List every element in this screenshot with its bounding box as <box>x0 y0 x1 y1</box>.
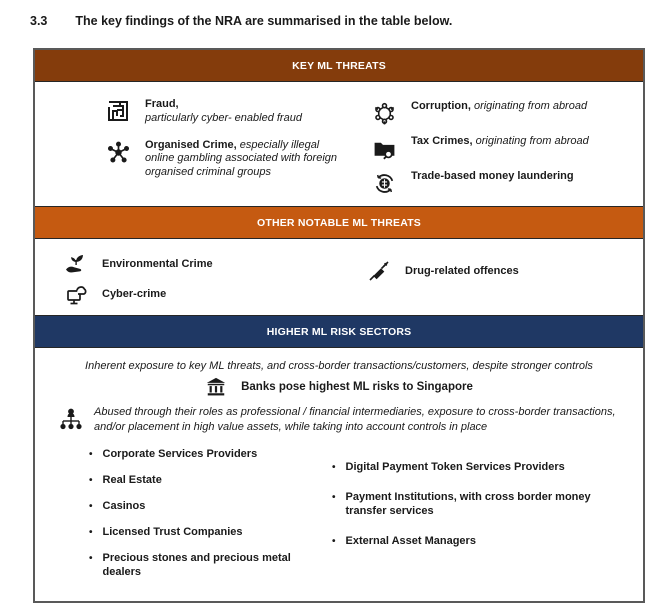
list-item <box>89 473 329 488</box>
list-item <box>89 499 329 514</box>
threat-desc: particularly cyber- enabled fraud <box>145 111 302 124</box>
threat-fraud-text <box>145 98 302 126</box>
threat-organised-crime <box>105 139 343 180</box>
threat-title: Corruption, <box>411 100 471 112</box>
threat-fraud <box>105 98 343 126</box>
other-notable-threats-header-label: OTHER NOTABLE ML THREATS <box>256 216 422 229</box>
sector-label: Payment Institutions, with cross border money transfer services <box>345 490 591 518</box>
threat-label: Cyber-crime <box>102 288 167 300</box>
key-ml-threats-header-label: KEY ML THREATS <box>292 59 386 72</box>
banks-statement: Banks pose highest ML risks to Singapore <box>241 381 473 394</box>
sector-label: Precious stones and precious metal dealers <box>102 551 291 579</box>
bullet-dot: • <box>89 526 93 538</box>
other-threats-left-column <box>35 252 343 307</box>
threat-corruption <box>371 100 637 126</box>
list-item <box>89 525 329 540</box>
nra-summary-table <box>33 48 645 603</box>
sector-label: Real Estate <box>102 473 162 486</box>
sector-label: Casinos <box>102 499 146 512</box>
bullet-dot: • <box>332 461 336 473</box>
bullet-dot: • <box>89 500 93 512</box>
corruption-network-icon <box>371 101 397 126</box>
threat-organised-crime-text <box>145 139 343 180</box>
threat-tax-crimes-text <box>411 135 589 149</box>
bullet-dot: • <box>332 491 336 503</box>
list-item <box>89 551 329 580</box>
inherent-exposure-note: Inherent exposure to key ML threats, and cross-border transactions/customers, despite stronger controls <box>85 360 593 372</box>
drug-syringe-icon <box>365 258 392 284</box>
sector-label: Licensed Trust Companies <box>102 525 243 538</box>
banks-statement-row <box>35 376 643 398</box>
bullet-dot: • <box>89 474 93 486</box>
sector-label: Corporate Services Providers <box>102 447 258 460</box>
bullet-dot: • <box>89 552 93 564</box>
abused-roles-row <box>35 403 643 435</box>
threat-drug-offences <box>365 258 637 284</box>
key-threats-left-column <box>35 98 343 196</box>
other-notable-threats-content <box>35 239 643 315</box>
risk-sector-lists <box>35 435 643 591</box>
sector-label: Digital Payment Token Services Providers <box>345 460 565 473</box>
trade-globe-cycle-icon <box>371 171 397 196</box>
bullet-dot: • <box>89 448 93 460</box>
higher-ml-risk-sectors-header-label: HIGHER ML RISK SECTORS <box>266 325 412 338</box>
other-threats-right-column <box>343 252 637 307</box>
risk-sectors-left-list <box>89 447 329 591</box>
threat-desc: originating from abroad <box>475 135 589 147</box>
cyber-computer-cloud-icon <box>62 281 89 307</box>
threat-tax-crimes <box>371 135 637 161</box>
section-number: 3.3 <box>30 14 48 28</box>
threat-desc: especially illegal online gambling associated with foreign organised criminal groups <box>145 138 338 178</box>
bank-building-icon <box>205 376 227 398</box>
environmental-hand-plant-icon <box>62 252 89 276</box>
risk-sectors-right-list <box>329 447 633 591</box>
key-ml-threats-header <box>35 50 643 82</box>
key-ml-threats-content <box>35 82 643 206</box>
threat-trade-based <box>371 170 637 196</box>
org-chart-icon <box>59 408 85 435</box>
tax-crimes-folder-search-icon <box>371 136 397 161</box>
other-notable-threats-header <box>35 206 643 239</box>
threat-title: Trade-based money laundering <box>411 170 574 182</box>
fraud-maze-icon <box>105 99 131 123</box>
key-threats-right-column <box>343 98 637 196</box>
organised-crime-network-icon <box>105 140 131 165</box>
threat-cyber-crime <box>62 281 343 307</box>
threat-label: Environmental Crime <box>102 258 213 270</box>
threat-trade-based-text <box>411 170 574 184</box>
threat-title: Organised Crime, <box>145 138 237 151</box>
bullet-dot: • <box>332 535 336 547</box>
threat-title: Tax Crimes, <box>411 135 473 147</box>
list-item <box>89 447 329 462</box>
threat-title: Fraud, <box>145 98 179 110</box>
list-item <box>332 460 633 475</box>
threat-desc: originating from abroad <box>473 100 588 112</box>
list-item <box>332 490 633 519</box>
sector-label: External Asset Managers <box>345 534 476 547</box>
paragraph-heading <box>30 14 671 28</box>
abused-roles-note: Abused through their roles as professional / financial intermediaries, exposure to cross-border transactions, and/or placement in high value assets, while taking into account controls in place <box>94 406 616 434</box>
heading-text: The key findings of the NRA are summarised in the table below. <box>75 14 453 28</box>
threat-environmental-crime <box>62 252 343 276</box>
threat-corruption-text <box>411 100 587 114</box>
higher-ml-risk-sectors-content <box>35 348 643 601</box>
higher-ml-risk-sectors-header <box>35 315 643 348</box>
list-item <box>332 534 633 549</box>
threat-label: Drug-related offences <box>405 265 519 277</box>
